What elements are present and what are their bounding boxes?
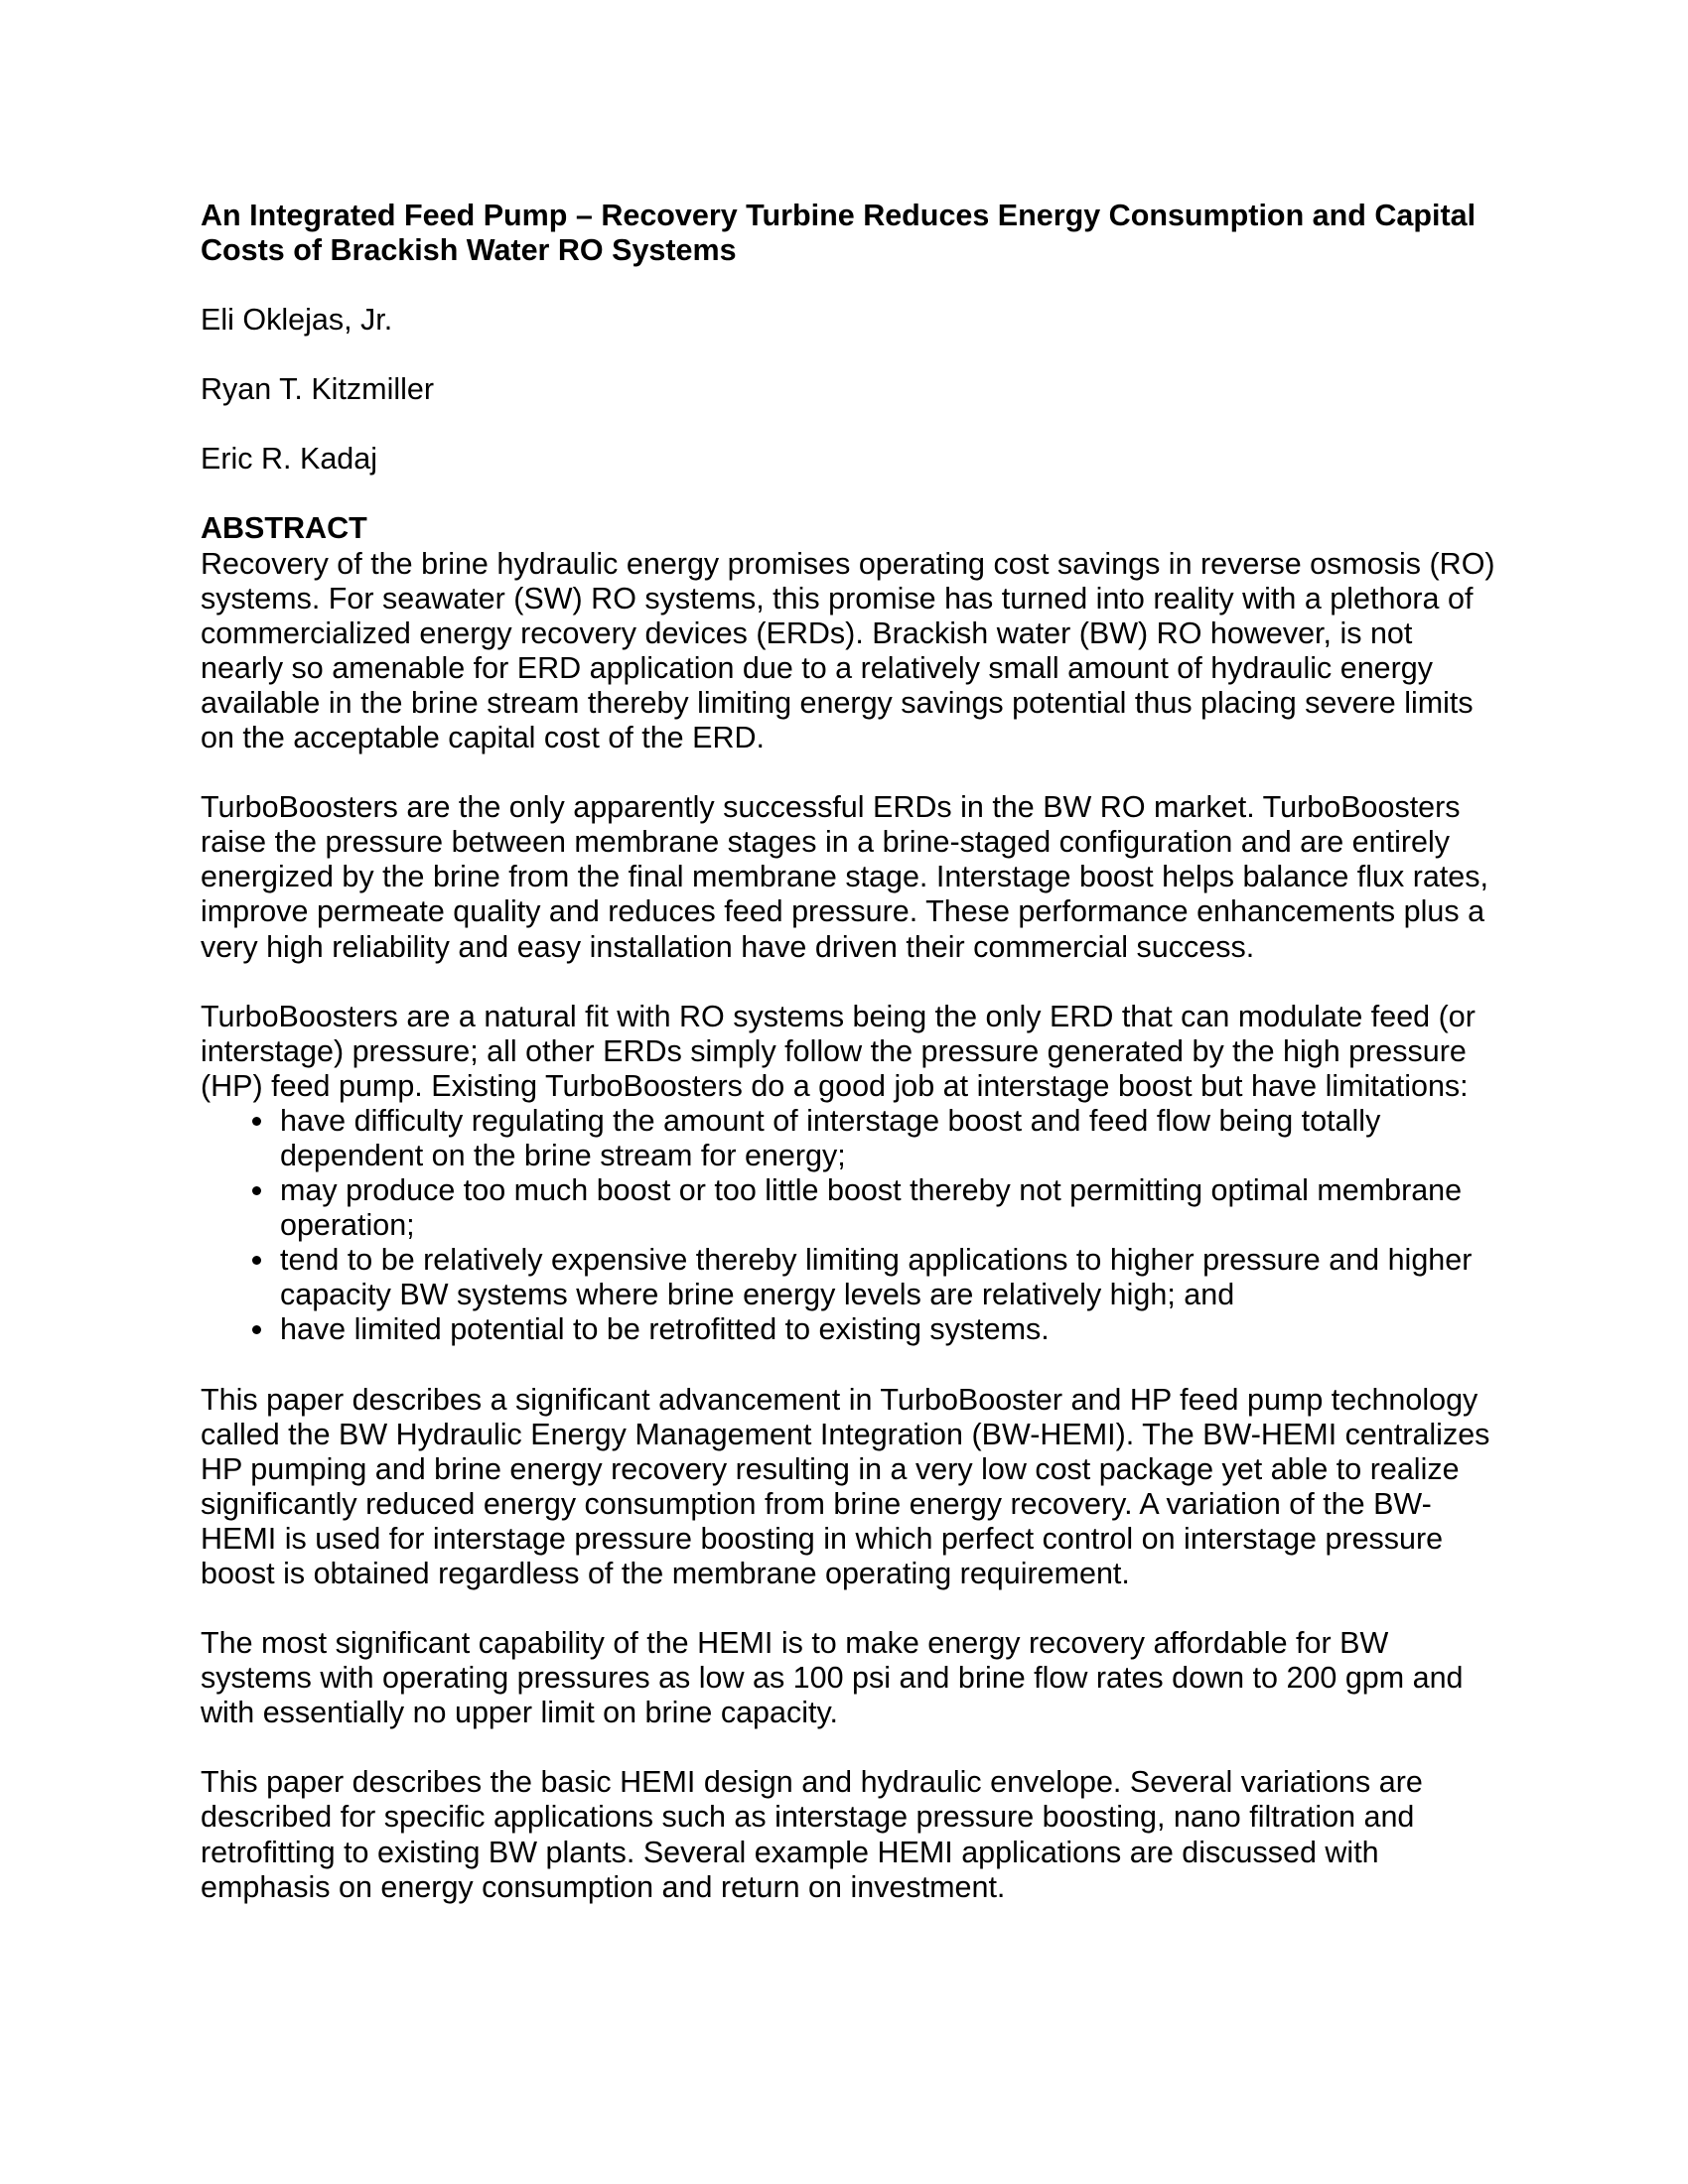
abstract-paragraph-6: This paper describes the basic HEMI design and hydraulic envelope. Several variations are described for specific applications such as interstage pressure boosting, nano filtration and retrofitting to existing BW plants. Several example HEMI applications are discussed with emphasis on energy consumption and return on investment. — [201, 1765, 1423, 1904]
author-name-1: Eli Oklejas, Jr. — [201, 303, 393, 338]
paper-title: An Integrated Feed Pump – Recovery Turbine Reduces Energy Consumption and Capital Costs of Brackish Water RO Systems — [201, 199, 1477, 268]
abstract-paragraph-5: The most significant capability of the HEMI is to make energy recovery affordable for BW systems with operating pressures as low as 100 psi and brine flow rates down to 200 gpm and with essentially no upper limit on brine capacity. — [201, 1626, 1464, 1730]
abstract-paragraph-3-intro: TurboBoosters are a natural fit with RO systems being the only ERD that can modulate feed (or interstage) pressure; all other ERDs simply follow the pressure generated by the high pressure (HP) feed pump. Existing TurboBoosters do a good job at interstage boost but have limitations: — [201, 999, 1476, 1103]
limitation-item-3: tend to be relatively expensive thereby limiting applications to higher pressure and higher capacity BW systems where brine energy levels are relatively high; and — [201, 1243, 1495, 1312]
limitation-item-4: have limited potential to be retrofitted to existing systems. — [201, 1312, 1495, 1347]
abstract-paragraph-4: This paper describes a significant advancement in TurboBooster and HP feed pump technology called the BW Hydraulic Energy Management Integration (BW-HEMI). The BW-HEMI centralizes HP pumping and brine energy recovery resulting in a very low cost package yet able to realize significantly reduced energy consumption from brine energy recovery. A variation of the BW-HEMI is used for interstage pressure boosting in which perfect control on interstage pressure boost is obtained regardless of the membrane operating requirement. — [201, 1382, 1490, 1590]
abstract-paragraph-1: Recovery of the brine hydraulic energy promises operating cost savings in reverse osmosis (RO) systems. For seawater (SW) RO systems, this promise has turned into reality with a plethora of commercialized energy recovery devices (ERDs). Brackish water (BW) RO however, is not nearly so amenable for ERD application due to a relatively small amount of hydraulic energy available in the brine stream thereby limiting energy savings potential thus placing severe limits on the acceptable capital cost of the ERD. — [201, 546, 1495, 755]
abstract-paragraph-2: TurboBoosters are the only apparently successful ERDs in the BW RO market. TurboBoosters raise the pressure between membrane stages in a brine-staged configuration and are entirely energized by the brine from the final membrane stage. Interstage boost helps balance flux rates, improve permeate quality and reduces feed pressure. These performance enhancements plus a very high reliability and easy installation have driven their commercial success. — [201, 790, 1488, 964]
abstract-heading: ABSTRACT — [201, 511, 367, 546]
limitation-item-1: have difficulty regulating the amount of interstage boost and feed flow being totally dependent on the brine stream for energy; — [201, 1104, 1495, 1173]
page-content — [201, 199, 1495, 1940]
author-name-3: Eric R. Kadaj — [201, 442, 377, 477]
limitations-list — [201, 1104, 1495, 1348]
author-name-2: Ryan T. Kitzmiller — [201, 372, 435, 407]
limitation-item-2: may produce too much boost or too little boost thereby not permitting optimal membrane operation; — [201, 1173, 1495, 1243]
